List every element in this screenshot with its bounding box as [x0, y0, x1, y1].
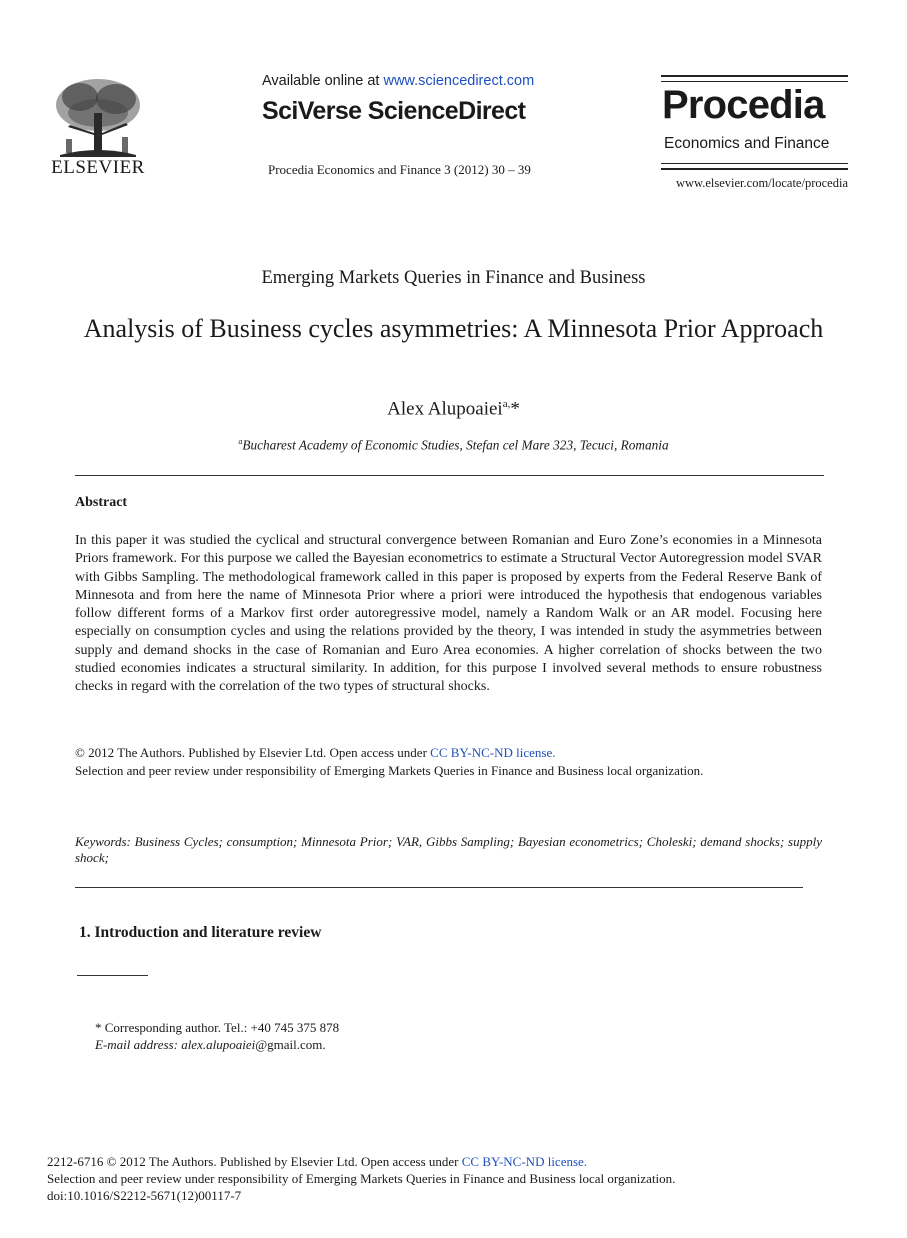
procedia-url[interactable]: www.elsevier.com/locate/procedia: [675, 176, 848, 190]
copyright-notice: [75, 744, 835, 779]
copyright-line1: [75, 744, 835, 762]
author-affiliation-mark: a,: [502, 398, 511, 410]
email-domain: @gmail.com.: [255, 1037, 326, 1052]
affiliation: [0, 437, 907, 453]
bottom-license-link[interactable]: CC BY-NC-ND license.: [461, 1154, 588, 1169]
elsevier-wordmark: ELSEVIER: [51, 157, 145, 178]
keywords: Keywords: Business Cycles; consumption; Minnesota Prior; VAR, Gibbs Sampling; Bayesian econometrics; Choleski; demand shocks; supply shock;: [75, 834, 822, 865]
corresponding-author: * Corresponding author. Tel.: +40 745 375 878: [95, 1020, 340, 1035]
procedia-rule-bottom: [661, 163, 848, 170]
footnote-rule: [77, 975, 148, 976]
abstract-body: In this paper it was studied the cyclical and structural convergence between Romanian and Euro Zone’s economies in a Minnesota Priors framework. For this purpose we called the Bayesian econometrics to estimate a Structural Vector Autoregression model SVAR with Gibbs Sampling. The methodological framework called in this paper is proposed by experts from the Federal Reserve Bank of Minnesota and from here the name of Minnesota Prior where a priori were introduced the hypothesis that endogenous variables follow different forms of a Markov first order autoregressive model, namely a Random Walk or an AR model. Focusing here especially on consumption cycles and using the relations provided by the theory, I was intended in study the asymmetries between supply and demand shocks in the case of Romanian and Euro Area economies. A higher correlation of shocks between the two studied economies indicates a structural similarity. In addition, for this purpose I involved several methods to ensure robustness checks in regard with the correlation of the two types of structural shocks.: [75, 533, 822, 695]
footnote: [95, 1019, 339, 1053]
journal-reference: Procedia Economics and Finance 3 (2012) 30 – 39: [268, 162, 531, 177]
author-line: [0, 398, 907, 420]
email-line: [95, 1036, 339, 1053]
sciverse-logo-text: SciVerse ScienceDirect: [262, 97, 526, 125]
author-name: Alex Alupoaiei: [387, 398, 503, 420]
affiliation-text: Bucharest Academy of Economic Studies, Stefan cel Mare 323, Tecuci, Romania: [242, 437, 669, 453]
section-heading: 1. Introduction and literature review: [79, 924, 322, 941]
doi[interactable]: doi:10.1016/S2212-5671(12)00117-7: [47, 1188, 242, 1203]
procedia-rule-top: [661, 75, 848, 82]
author-corresponding-star: *: [510, 398, 520, 420]
copyright-line2: Selection and peer review under responsibility of Emerging Markets Queries in Finance and Business local organization.: [75, 762, 704, 778]
conference-name: Emerging Markets Queries in Finance and Business: [261, 268, 646, 288]
divider: [75, 475, 824, 476]
procedia-brand: Procedia: [662, 83, 825, 127]
available-online: [262, 73, 534, 89]
abstract-heading: Abstract: [75, 495, 128, 510]
issn-copyright: 2212-6716 © 2012 The Authors. Published by Elsevier Ltd. Open access under: [47, 1154, 462, 1169]
email-user: alex.alupoaiei: [181, 1037, 256, 1052]
paper-title: Analysis of Business cycles asymmetries: A Minnesota Prior Approach: [83, 314, 824, 343]
procedia-subtitle: Economics and Finance: [664, 135, 830, 152]
email-label: E-mail address:: [95, 1037, 178, 1052]
bottom-line1: [47, 1153, 867, 1170]
copyright-text: © 2012 The Authors. Published by Elsevier Ltd. Open access under: [75, 745, 431, 760]
affiliation-mark: a: [238, 437, 243, 446]
available-prefix: Available online at: [262, 73, 384, 89]
bottom-line2: Selection and peer review under responsibility of Emerging Markets Queries in Finance and Business local organization.: [47, 1171, 676, 1186]
divider: [75, 887, 803, 888]
bottom-notice: [47, 1153, 867, 1204]
license-link[interactable]: CC BY-NC-ND license.: [430, 745, 556, 760]
sciencedirect-link[interactable]: www.sciencedirect.com: [383, 73, 535, 89]
